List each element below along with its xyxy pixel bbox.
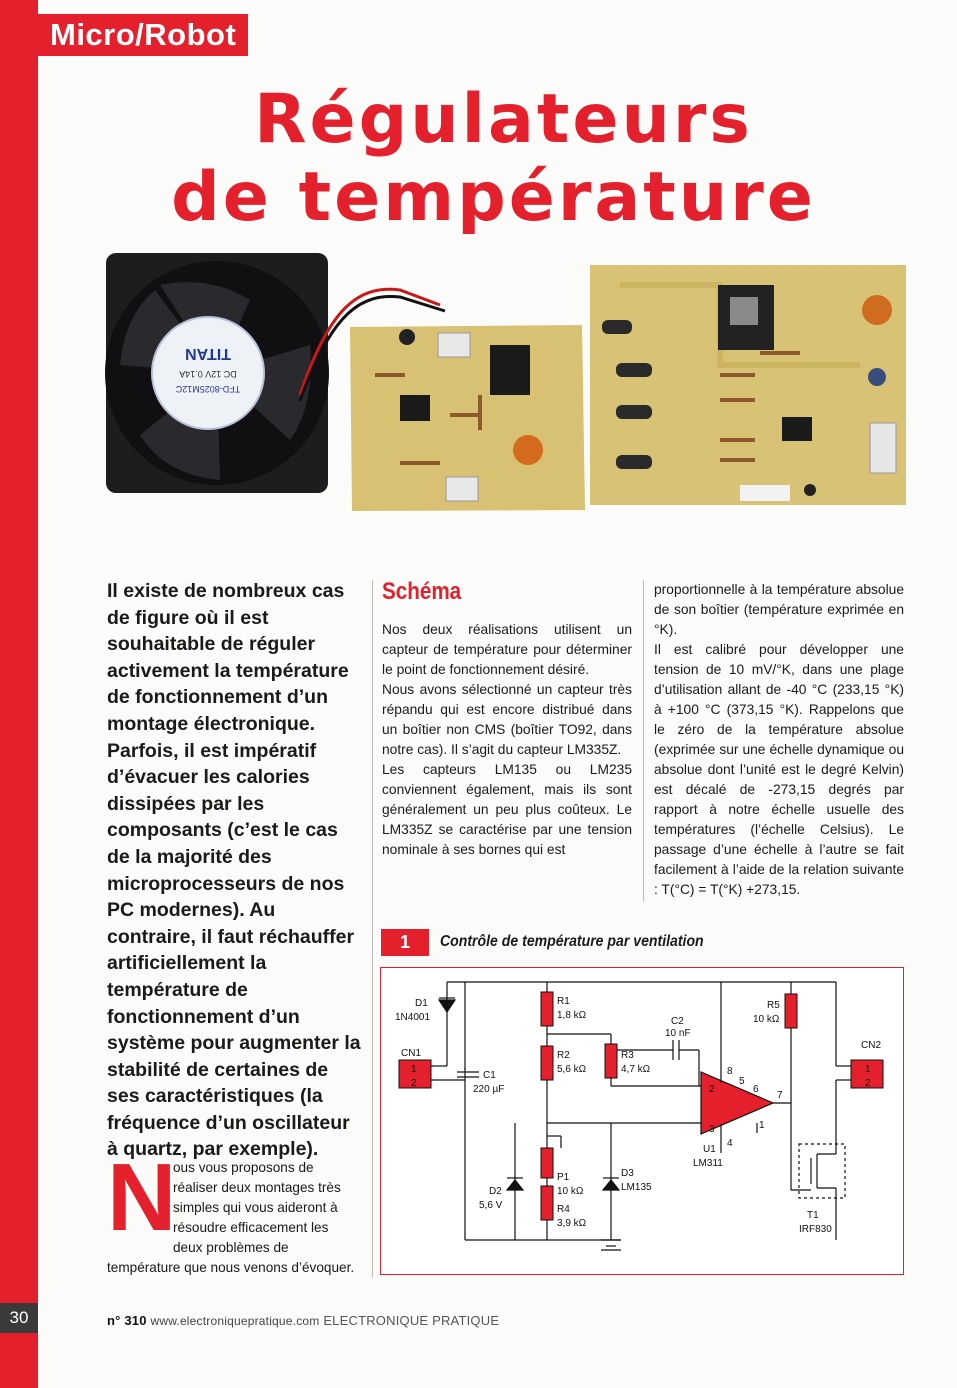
label-u1-pin6: 6 [753,1084,759,1095]
pcb-board-1 [350,325,585,511]
circuit-schematic [381,968,903,1274]
page-footer [107,1313,499,1328]
label-r1: R1 [557,996,570,1007]
label-p1-value: 10 kΩ [557,1186,584,1197]
website-url[interactable]: www.electroniquepratique.com [150,1314,320,1328]
magazine-name: ELECTRONIQUE PRATIQUE [323,1313,500,1328]
fan-model-label: TFD-8025M12C [175,384,241,394]
label-cn2: CN2 [861,1040,882,1051]
label-u1-value: LM311 [693,1158,723,1169]
label-r4: R4 [557,1204,570,1215]
label-r3: R3 [621,1050,634,1061]
label-r4-value: 3,9 kΩ [557,1218,587,1229]
label-u1: U1 [703,1144,716,1155]
label-cn1-pin2: 2 [411,1078,417,1089]
label-u1-pin4: 4 [727,1138,733,1149]
resistor-r3 [605,1044,617,1078]
label-r2: R2 [557,1050,570,1061]
label-c1: C1 [483,1070,496,1081]
label-d2: D2 [489,1186,502,1197]
potentiometer-p1 [541,1148,553,1178]
fan-rating-label: DC 12V 0.14A [179,369,237,379]
section-rubric: Micro/Robot [38,14,248,56]
paragraph: proportionnelle à la température absolue de son boîtier (température exprimée en °K). [654,582,904,637]
label-cn1-pin1: 1 [411,1064,417,1075]
dropcap-text: ous vous proposons de réaliser deux montages très simples qui vous aideront à résoudre efficacement les deux problèmes de température que nous venons d’évoquer. [107,1160,355,1275]
page-number: 30 [0,1303,38,1333]
issue-number: 310 [124,1313,147,1328]
photo-fan-and-boards [100,245,910,525]
label-r3-value: 4,7 kΩ [621,1064,651,1075]
label-t1-value: IRF830 [799,1224,832,1235]
resistor-r2 [541,1046,553,1080]
label-d1: D1 [415,998,428,1009]
column-divider-left [372,580,373,1278]
label-u1-pin5: 5 [739,1076,745,1087]
label-u1-pin7: 7 [777,1090,783,1101]
label-r1-value: 1,8 kΩ [557,1010,587,1021]
column-divider-right [643,580,644,902]
paragraph: Nous avons sélectionné un capteur très répandu qui est encore distribué dans un boîtier non CMS (boîtier TO92, dans notre cas). Il s’agit du capteur LM335Z. [382,682,632,757]
label-r5: R5 [767,1000,780,1011]
issue-prefix: n° [107,1313,121,1328]
label-c2-value: 10 nF [665,1028,691,1039]
intro-paragraph: Il existe de nombreux cas de figure où il est souhaitable de réguler activement la température de fonctionnement d’un montage électronique. Parfois, il est impératif d’évacuer les calories dissipées par les composants (c’est le cas de la majorité des microprocesseurs de nos PC modernes). Au contraire, il faut réchauffer artificiellement la température de fonctionnement d’un système pour augmenter la stabilité de certaines de ses caractéristiques (la fréquence d’un oscillateur à quartz, par exemple). [107,580,361,1161]
paragraph: Les capteurs LM135 ou LM235 conviennent également, mais ils sont généralement un peu plus coûteux. Le LM335Z se caractérise par une tension nominale à ses bornes qui est [382,762,632,857]
resistor-r1 [541,992,553,1026]
label-cn2-pin2: 2 [865,1078,871,1089]
label-u1-pin2: 2 [709,1084,715,1095]
label-c2: C2 [671,1016,684,1027]
label-t1: T1 [807,1210,819,1221]
article-title-line1: Régulateurs [254,80,753,159]
label-cn2-pin1: 1 [865,1064,871,1075]
resistor-r4 [541,1186,553,1220]
section-heading: Schéma [382,578,462,605]
label-p1: P1 [557,1172,570,1183]
resistor-r5 [785,994,797,1028]
label-d3: D3 [621,1168,634,1179]
label-d3-value: LM135 [621,1182,652,1193]
schematic-frame [380,967,904,1275]
text-column-2 [382,620,632,860]
figure-title: Contrôle de température par ventilation [440,933,704,950]
label-d1-value: 1N4001 [395,1012,431,1023]
text-column-3 [654,580,904,900]
label-u1-pin1: 1 [759,1120,765,1131]
label-r2-value: 5,6 kΩ [557,1064,587,1075]
label-c1-value: 220 µF [473,1084,505,1095]
label-d2-value: 5,6 V [479,1200,503,1211]
fan-brand-label: TITAN [185,345,231,362]
label-r5-value: 10 kΩ [753,1014,780,1025]
dropcap-letter: N [107,1144,177,1251]
label-u1-pin8: 8 [727,1066,733,1077]
article-title-line2: de température [171,158,816,237]
paragraph: Nos deux réalisations utilisent un capteur de température pour déterminer le point de fonctionnement désiré. [382,622,632,677]
label-cn1: CN1 [401,1048,422,1059]
label-u1-pin3: 3 [709,1124,715,1135]
pcb-board-2 [590,265,906,505]
dropcap-paragraph [107,1144,359,1278]
figure-number: 1 [381,929,429,956]
paragraph: Il est calibré pour développer une tension de 10 mV/°K, dans une plage d’utilisation allant de -40 °C (233,15 °K) à +100 °C (373,15 °K). Rappelons que le zéro de la température absolue (exprimée sur une échelle dynamique ou absolue dont l’unité est le degré Kelvin) est décalé de -273,15 degrés par rapport à notre échelle usuelle des températures (l’échelle Celsius). Le passage d’une échelle à l’autre se fait facilement à l’aide de la relation suivante : T(°C) = T(°K) +273,15. [654,642,904,897]
